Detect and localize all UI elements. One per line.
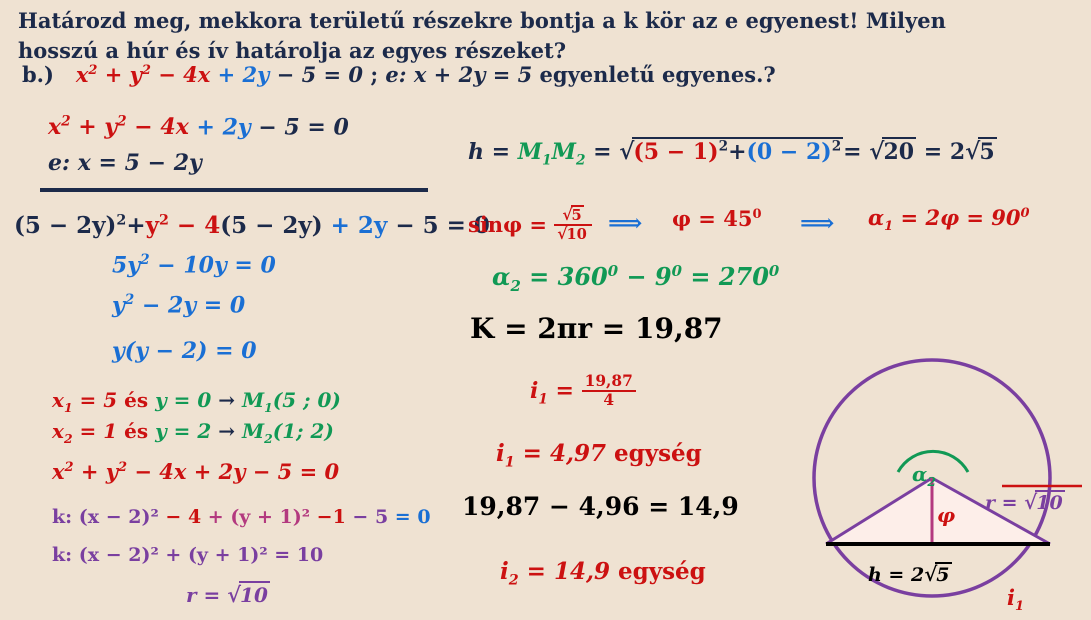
arrow-right-icon-1: ⟹ (608, 208, 643, 237)
label-arc-i1: $i_1$ (1007, 585, 1025, 615)
left-eq-3: $(5 - 2y)^2+y^2 - 4(5 - 2y) + 2y - 5 = 0$ (14, 212, 490, 239)
problem-tail: egyenletű egyenes.? (539, 62, 776, 87)
left-eq-4: $5y^2 - 10y = 0$ (112, 252, 276, 279)
horizontal-divider (40, 188, 428, 192)
left-eq-6: y(y − 2) = 0 (112, 338, 257, 364)
left-eq-2: e: x = 5 − 2y (48, 150, 202, 176)
page-title (18, 6, 1073, 66)
right-i1-fraction: $i_1$ = $\frac{19,87}{4}$ (530, 374, 636, 411)
problem-label: b.) (22, 62, 54, 87)
title-line-2: hosszú a húr és ív határolja az egyes részeket? (18, 38, 567, 63)
problem-separator: ; (370, 62, 386, 87)
left-eq-1: $x^2 + y^2 - 4x + 2y - 5 = 0$ (48, 114, 349, 141)
right-alpha1: $\alpha_1 = 2\varphi = 90^0$ (868, 205, 1030, 235)
left-eq-5: $y^2 - 2y = 0$ (112, 292, 246, 319)
label-radius: r = √10 (985, 490, 1063, 514)
right-sin-phi: sinφ = $\frac{√5}{√10}$ (468, 208, 592, 245)
title-line-1: Határozd meg, mekkora területű részekre bontja a k kör az e egyenest! Milyen (18, 8, 946, 33)
label-alpha2: $\alpha_2$ (912, 462, 937, 489)
problem-line-equation: e: x + 2y = 5 (385, 62, 533, 87)
left-root-1: $x_1 = 5$ és $y = 0 \to M_1(5$ ; 0) (52, 388, 341, 415)
right-subtraction: 19,87 − 4,96 = 14,9 (462, 492, 739, 521)
arrow-right-icon-2: ⟹ (800, 208, 835, 237)
problem-circle-equation: $x^2 + y^2 - 4x + 2y - 5 = 0$ (75, 62, 364, 87)
sin-fraction: $\frac{√5}{√10}$ (554, 207, 592, 244)
left-eq-9: $x^2 + y^2 - 4x + 2y - 5 = 0$ (52, 459, 340, 484)
left-eq-11: k: (x − 2)² + (y + 1)² = 10 (52, 544, 324, 566)
left-radius: r = √10 (186, 582, 268, 607)
problem-statement (22, 62, 776, 87)
left-eq-10: k: (x − 2)² − 4 + (y + 1)² −1 − 5 = 0 (52, 506, 431, 528)
right-chord-length: $h = M_1M_2 = √(5 - 1)^2+(0 - 2)^2= √20 = 2√5$ (468, 138, 995, 169)
label-phi: φ (937, 503, 956, 527)
label-chord: h = 2√5 (868, 562, 950, 586)
right-perimeter: K = 2πr = 19,87 (470, 312, 723, 345)
left-root-2: $x_2 = 1$ és $y = 2 \to M_2(1$; 2) (52, 419, 334, 446)
right-phi-value: $\varphi = 45^0$ (672, 206, 762, 231)
right-i2-value: $i_2 = 14,9$ egység (500, 558, 706, 589)
right-alpha2: $\alpha_2 = 360^0 - 9^0 = 270^0$ (492, 262, 780, 295)
right-i1-value: $i_1 = 4,97$ egység (496, 440, 702, 471)
